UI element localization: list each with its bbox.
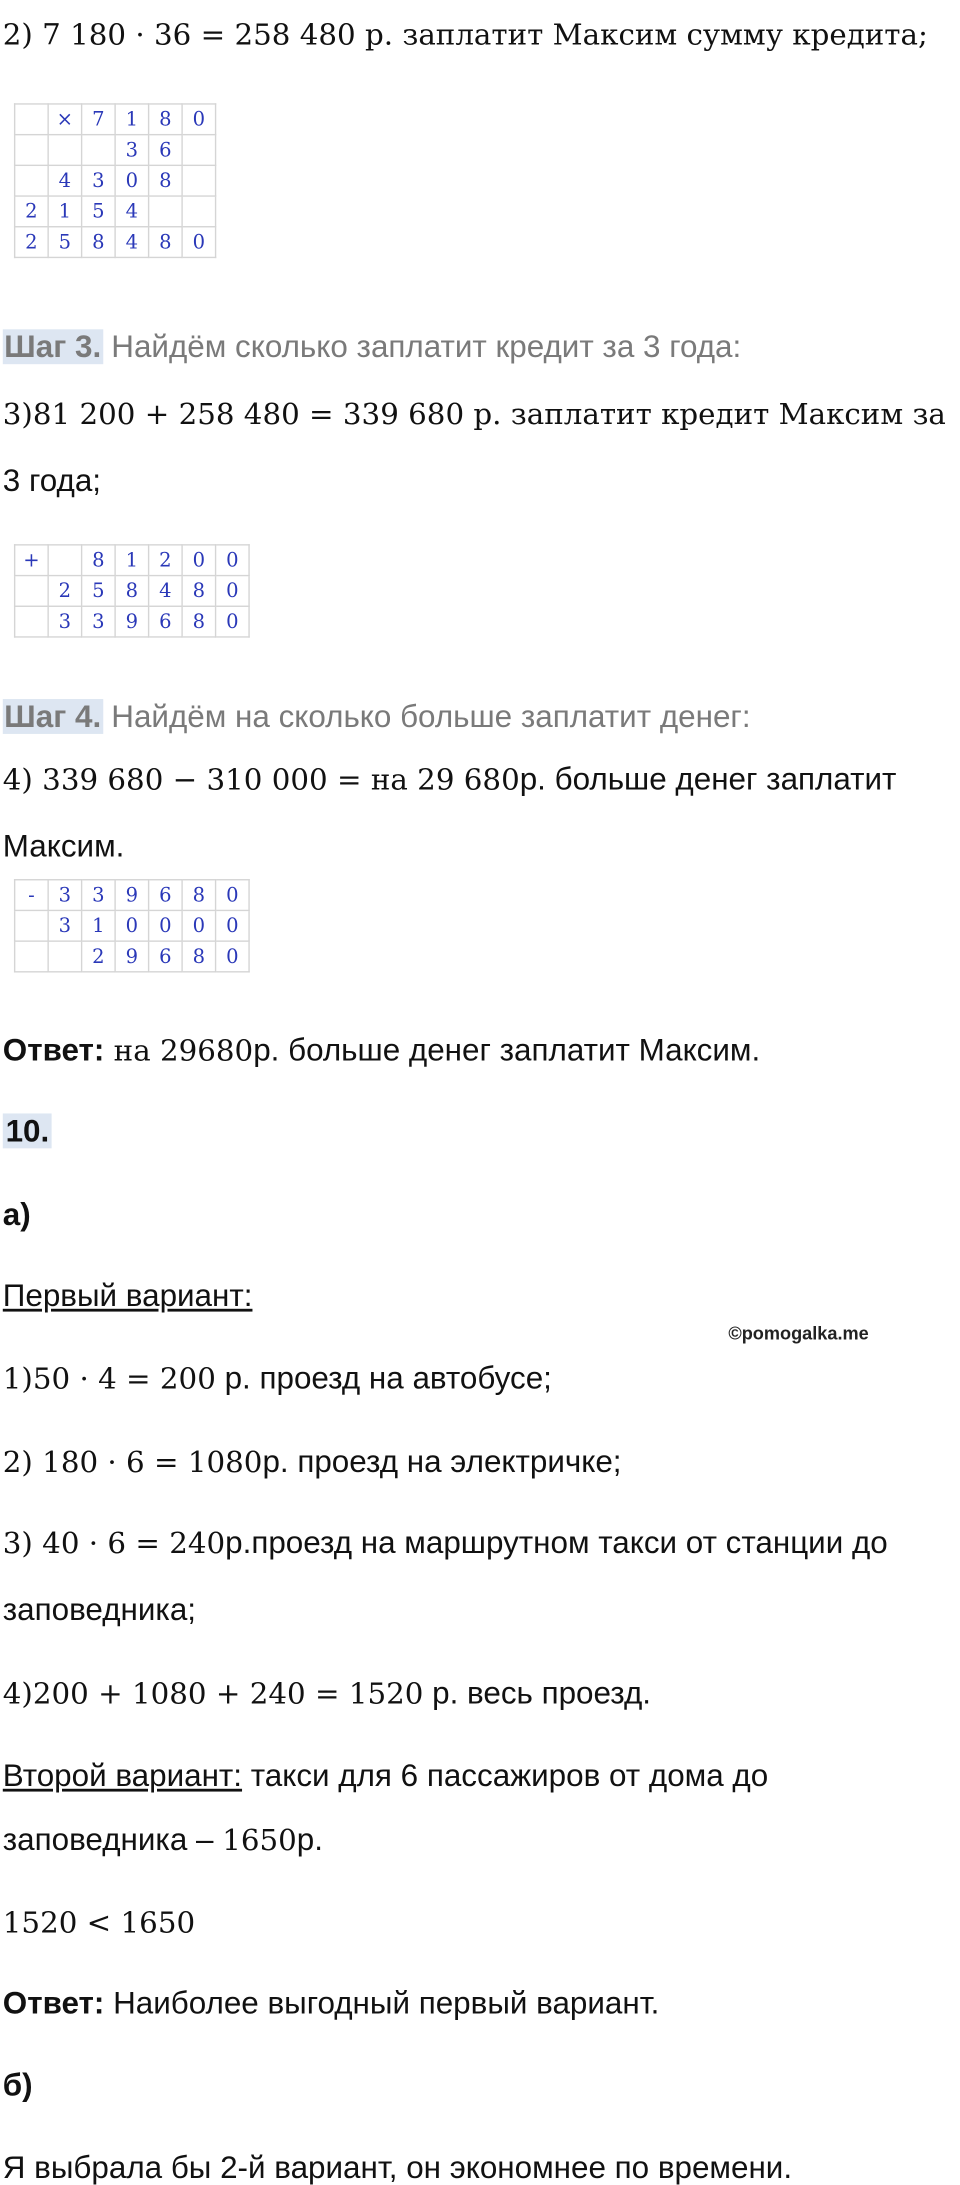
calc-cell: 6 [149,135,182,166]
calc-cell: 2 [15,196,48,227]
task-number: 10. [3,1116,52,1147]
calc-cell: 1 [48,196,81,227]
calc-cell [149,196,182,227]
calc-cell [82,135,115,166]
calc-cell: 0 [216,941,249,972]
calc-cell: 2 [15,227,48,258]
variant-2-line-b: заповедника – 1650р. [2,1822,323,1858]
calc-cell: 6 [149,941,182,972]
calc-cell: 3 [48,880,81,911]
calc-cell: 0 [182,910,215,941]
step4-label: Шаг 4. [4,699,102,734]
calc-cell: 2 [82,941,115,972]
calc-row [15,196,216,227]
calc-cell: 8 [115,576,148,607]
step4-heading: Шаг 4. Найдём на сколько больше заплатит денег: [4,699,751,734]
calc-cell: 1 [82,910,115,941]
calc-cell: 0 [115,910,148,941]
calc-cell: 8 [182,606,215,637]
subtraction-calculation [14,879,250,972]
variant-2-line: Второй вариант: такси для 6 пассажиров от дома до [2,1758,769,1793]
calc-cell [48,941,81,972]
calc-cell: 8 [182,576,215,607]
calc-cell: 8 [149,104,182,135]
calc-row [15,135,216,166]
calc-row [15,910,249,941]
line-step4-a: 4) 339 680 − 310 000 = на 29 680р. больше денег заплатит [2,761,897,797]
calc-cell: 0 [115,165,148,196]
calc-row [15,576,249,607]
calc-cell: 8 [182,941,215,972]
calc-cell: 7 [82,104,115,135]
calc-cell: 3 [82,165,115,196]
calc-row [15,165,216,196]
calc-cell: + [15,545,48,576]
part-a-label: а) [2,1197,31,1233]
variant1-line-1: 1)50 · 4 = 200 р. проезд на автобусе; [2,1360,552,1396]
step3-label: Шаг 3. [4,329,102,365]
calc-cell: 2 [48,576,81,607]
calc-cell: - [15,880,48,911]
variant1-line-4: 4)200 + 1080 + 240 = 1520 р. весь проезд. [2,1675,652,1711]
calc-cell: 9 [115,606,148,637]
answer-1: Ответ: на 29680р. больше денег заплатит Максим. [2,1032,761,1068]
watermark: ©pomogalka.me [728,1322,869,1344]
comparison: 1520 < 1650 [2,1905,196,1940]
line-step4-b: Максим. [2,828,125,864]
calc-cell: 0 [182,545,215,576]
calc-cell: 6 [149,606,182,637]
variant1-line-2: 2) 180 · 6 = 1080р. проезд на электричке; [2,1444,622,1480]
calc-cell: 5 [82,576,115,607]
calc-cell: 0 [149,910,182,941]
calc-cell: 8 [182,880,215,911]
calc-cell [182,135,215,166]
calc-cell [15,606,48,637]
line-step3-b: 3 года; [2,463,102,499]
calc-cell: 4 [115,196,148,227]
calc-cell: 3 [82,606,115,637]
calc-cell: 1 [115,104,148,135]
calc-row [15,880,249,911]
calc-cell [15,576,48,607]
variant1-line-3: 3) 40 · 6 = 240р.проезд на маршрутном такси от станции до [2,1525,888,1560]
variant-1-heading: Первый вариант: [2,1278,253,1313]
calc-cell: 0 [182,104,215,135]
calc-cell: 8 [149,165,182,196]
calc-cell [48,545,81,576]
calc-row [15,104,216,135]
calc-cell: 8 [149,227,182,258]
answer-2: Ответ: Наиболее выгодный первый вариант. [2,1985,660,2021]
line-step3-a: 3)81 200 + 258 480 = 339 680 р. заплатит кредит Максим за [2,397,946,432]
addition-calculation [14,544,250,637]
calc-cell: 3 [48,910,81,941]
calc-cell [182,196,215,227]
calc-cell: 0 [216,545,249,576]
calc-cell [15,135,48,166]
calc-cell: 2 [149,545,182,576]
calc-cell: 5 [82,196,115,227]
line-step2-result: 2) 7 180 · 36 = 258 480 р. заплатит Максим сумму кредита; [2,18,928,52]
calc-cell: 0 [182,227,215,258]
calc-cell: 0 [216,910,249,941]
calc-cell [15,165,48,196]
calc-cell [48,135,81,166]
calc-cell: 4 [48,165,81,196]
calc-row [15,227,216,258]
calc-cell [15,910,48,941]
variant1-line-3b: заповедника; [2,1592,197,1627]
calc-cell: 9 [115,880,148,911]
calc-cell: 4 [149,576,182,607]
calc-cell: × [48,104,81,135]
calc-cell: 3 [82,880,115,911]
calc-cell: 8 [82,227,115,258]
calc-cell: 9 [115,941,148,972]
calc-cell: 8 [82,545,115,576]
step3-heading: Шаг 3. Найдём сколько заплатит кредит за 3 года: [4,329,742,365]
calc-cell: 0 [216,606,249,637]
calc-cell: 3 [48,606,81,637]
calc-cell: 0 [216,880,249,911]
calc-cell: 5 [48,227,81,258]
part-b-label: б) [2,2067,33,2103]
final-line: Я выбрала бы 2-й вариант, он экономнее по времени. [2,2150,793,2185]
calc-row [15,941,249,972]
calc-cell: 3 [115,135,148,166]
calc-cell: 1 [115,545,148,576]
multiplication-calculation [14,103,216,258]
calc-cell [15,104,48,135]
calc-cell [182,165,215,196]
calc-cell: 4 [115,227,148,258]
calc-cell: 0 [216,576,249,607]
calc-cell: 6 [149,880,182,911]
calc-row [15,545,249,576]
calc-row [15,606,249,637]
calc-cell [15,941,48,972]
